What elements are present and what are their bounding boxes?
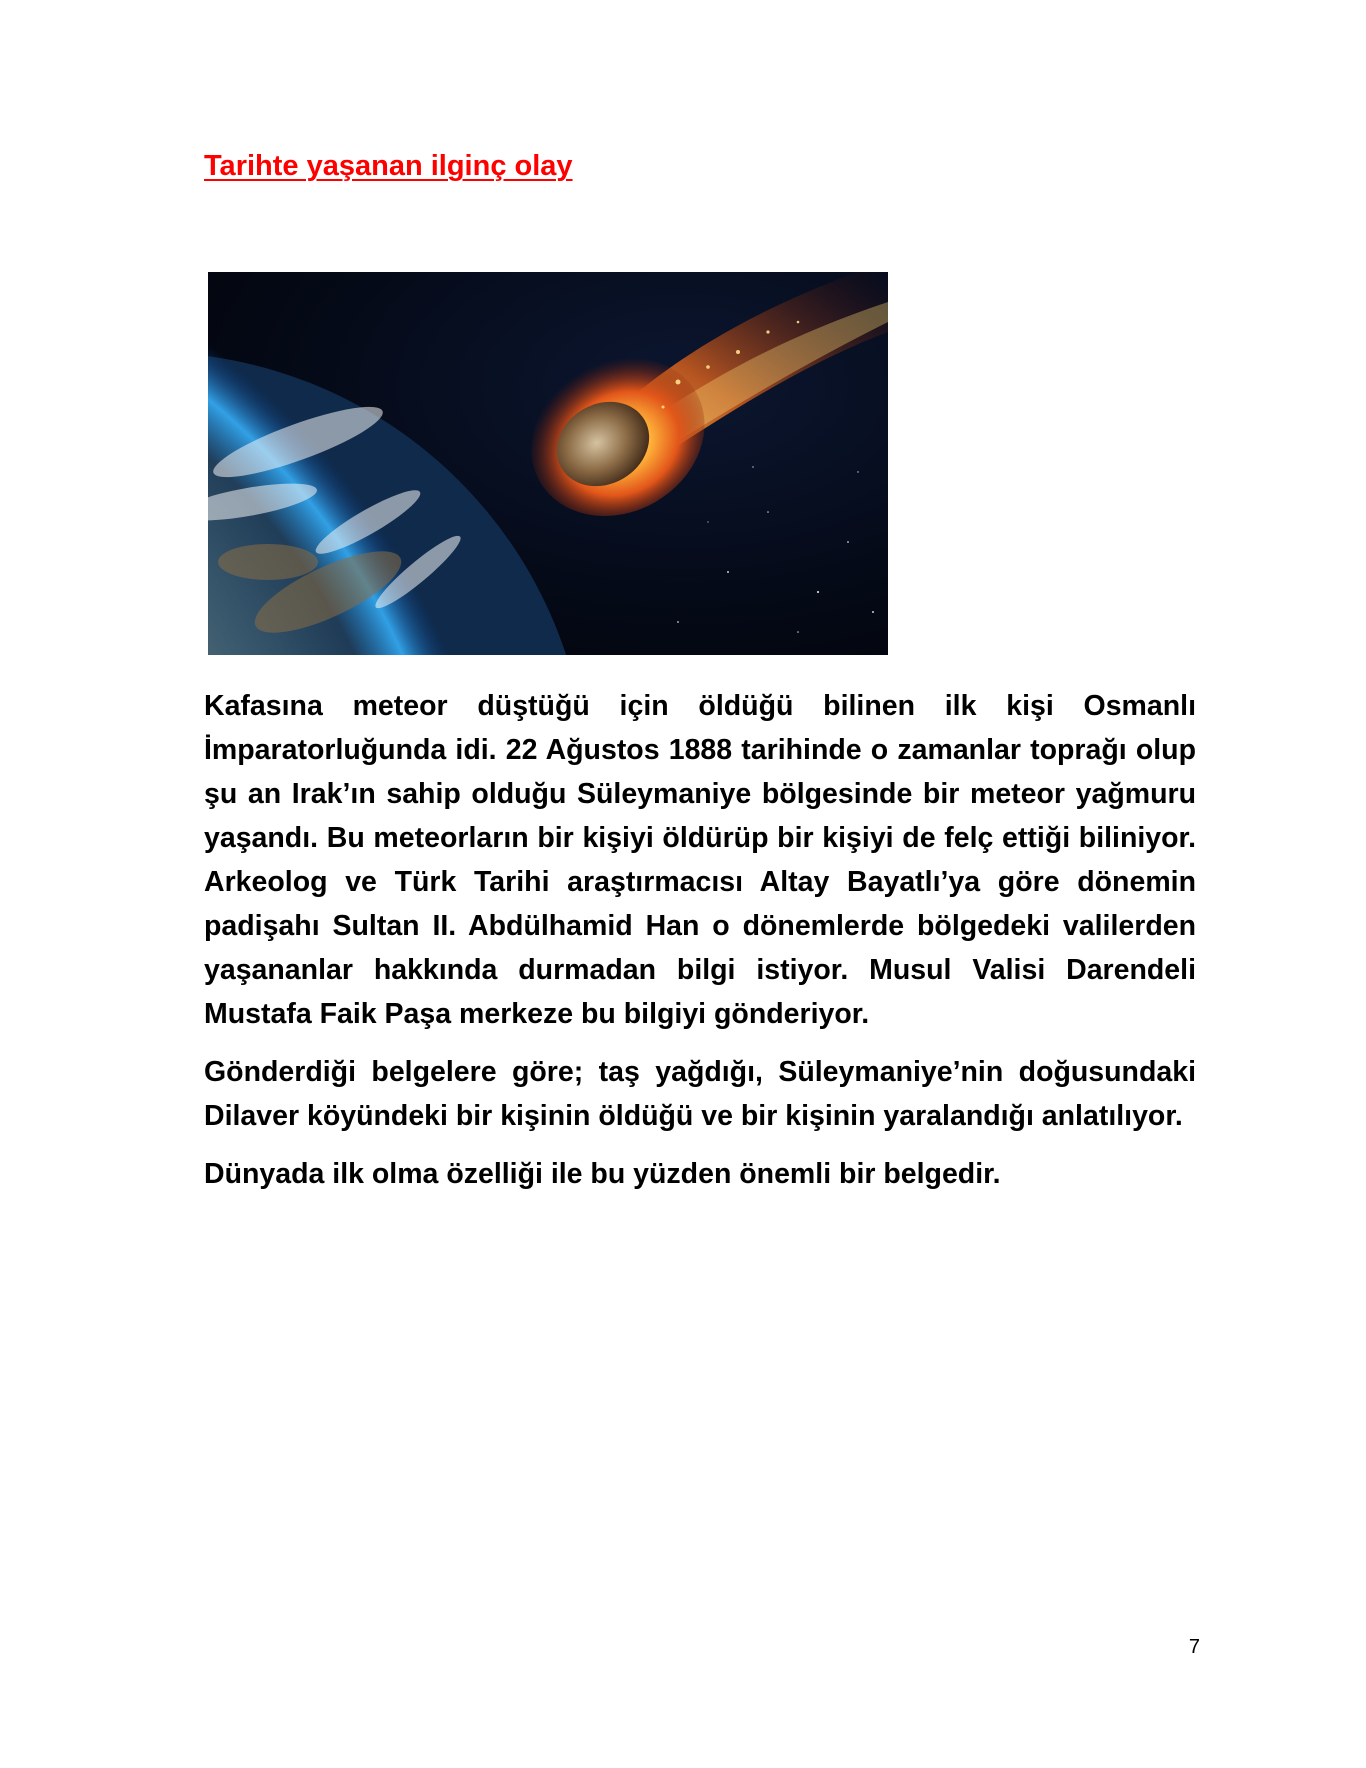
paragraph: Dünyada ilk olma özelliği ile bu yüzden önemli bir belgedir. [204, 1158, 1001, 1190]
paragraph: Gönderdiği belgelere göre; taş yağdığı, Süleymaniye’nin doğusundaki Dilaver köyündeki bir kişinin öldüğü ve bir kişinin yaralandığı anlatılıyor. [204, 1056, 1196, 1132]
page-number: 7 [1188, 1636, 1200, 1658]
page-title: Tarihte yaşanan ilginç olay [204, 150, 573, 182]
body-text [204, 684, 1196, 1210]
meteor-earth-image [208, 272, 888, 655]
paragraph: Kafasına meteor düştüğü için öldüğü bilinen ilk kişi Osmanlı İmparatorluğunda idi. 22 Ağustos 1888 tarihinde o zamanlar toprağı olup şu an Irak’ın sahip olduğu Süleymaniye bölgesinde bir meteor yağmuru yaşandı. Bu meteorların bir kişiyi öldürüp bir kişiyi de felç ettiği biliniyor. Arkeolog ve Türk Tarihi araştırmacısı Altay Bayatlı’ya göre dönemin padişahı Sultan II. Abdülhamid Han o dönemlerde bölgedeki valilerden yaşananlar hakkında durmadan bilgi istiyor. Musul Valisi Darendeli Mustafa Faik Paşa merkeze bu bilgiyi gönderiyor. [204, 690, 1196, 1030]
